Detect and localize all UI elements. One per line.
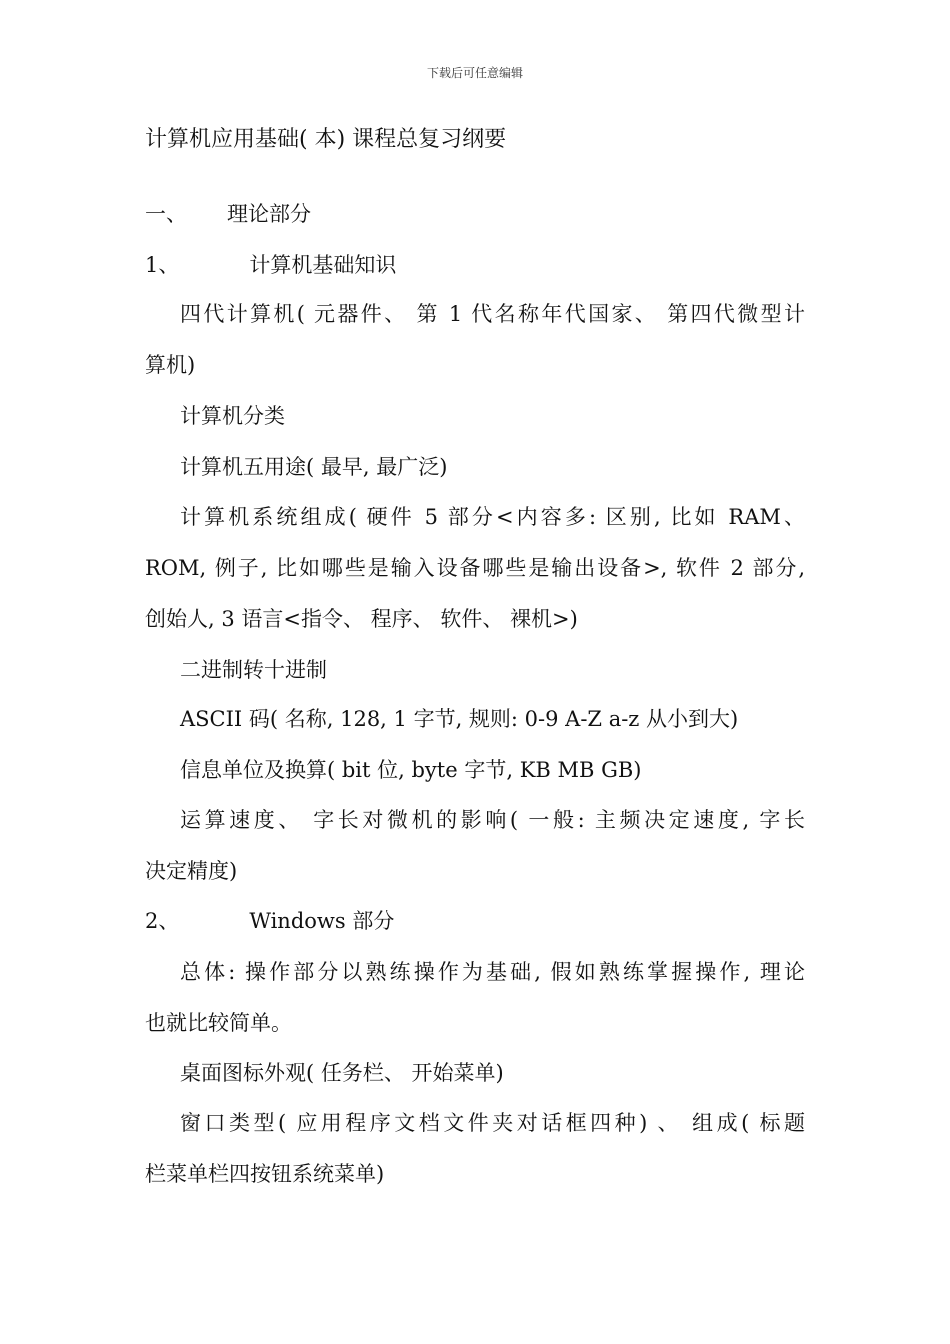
paragraph-line: ROM, 例子, 比如哪些是输入设备哪些是输出设备>, 软件 2 部分, (145, 556, 805, 580)
paragraph-line: 窗口类型( 应用程序文档文件夹对话框四种) 、 组成( 标题 (180, 1111, 805, 1135)
paragraph-line: 栏菜单栏四按钮系统菜单) (145, 1162, 385, 1186)
subsection-label: 计算机基础知识 (249, 253, 397, 277)
paragraph-line: 总体: 操作部分以熟练操作为基础, 假如熟练掌握操作, 理论 (180, 960, 805, 984)
document-title: 计算机应用基础( 本) 课程总复习纲要 (145, 127, 507, 152)
subsection-label: Windows 部分 (249, 909, 395, 933)
subsection-heading-1 (145, 249, 396, 279)
paragraph-line: 桌面图标外观( 任务栏、 开始菜单) (180, 1061, 504, 1085)
paragraph-line: 也就比较简单。 (145, 1011, 292, 1035)
section-heading-1 (145, 198, 311, 228)
paragraph-line: 创始人, 3 语言<指令、 程序、 软件、 裸机>) (145, 607, 578, 631)
paragraph-line: 计算机系统组成( 硬件 5 部分<内容多: 区别, 比如 RAM、 (180, 505, 805, 529)
paragraph-line: 信息单位及换算( bit 位, byte 字节, KB MB GB) (180, 758, 642, 782)
subsection-heading-2 (145, 905, 394, 935)
paragraph-line: 算机) (145, 353, 196, 377)
page-header: 下载后可任意编辑 (426, 66, 523, 80)
paragraph-line: 运算速度、 字长对微机的影响( 一般: 主频决定速度, 字长 (180, 808, 805, 832)
subsection-number: 1、 (145, 253, 180, 277)
section-number: 一、 (145, 202, 187, 226)
paragraph-line: ASCII 码( 名称, 128, 1 字节, 规则: 0-9 A-Z a-z 从小到大) (180, 707, 739, 731)
paragraph-line: 四代计算机( 元器件、 第 1 代名称年代国家、 第四代微型计 (180, 302, 805, 326)
section-label: 理论部分 (227, 202, 311, 226)
paragraph-line: 决定精度) (145, 859, 238, 883)
paragraph-line: 二进制转十进制 (180, 658, 327, 682)
paragraph-line: 计算机五用途( 最早, 最广泛) (180, 455, 448, 479)
subsection-number: 2、 (145, 909, 180, 933)
paragraph-line: 计算机分类 (180, 404, 285, 428)
